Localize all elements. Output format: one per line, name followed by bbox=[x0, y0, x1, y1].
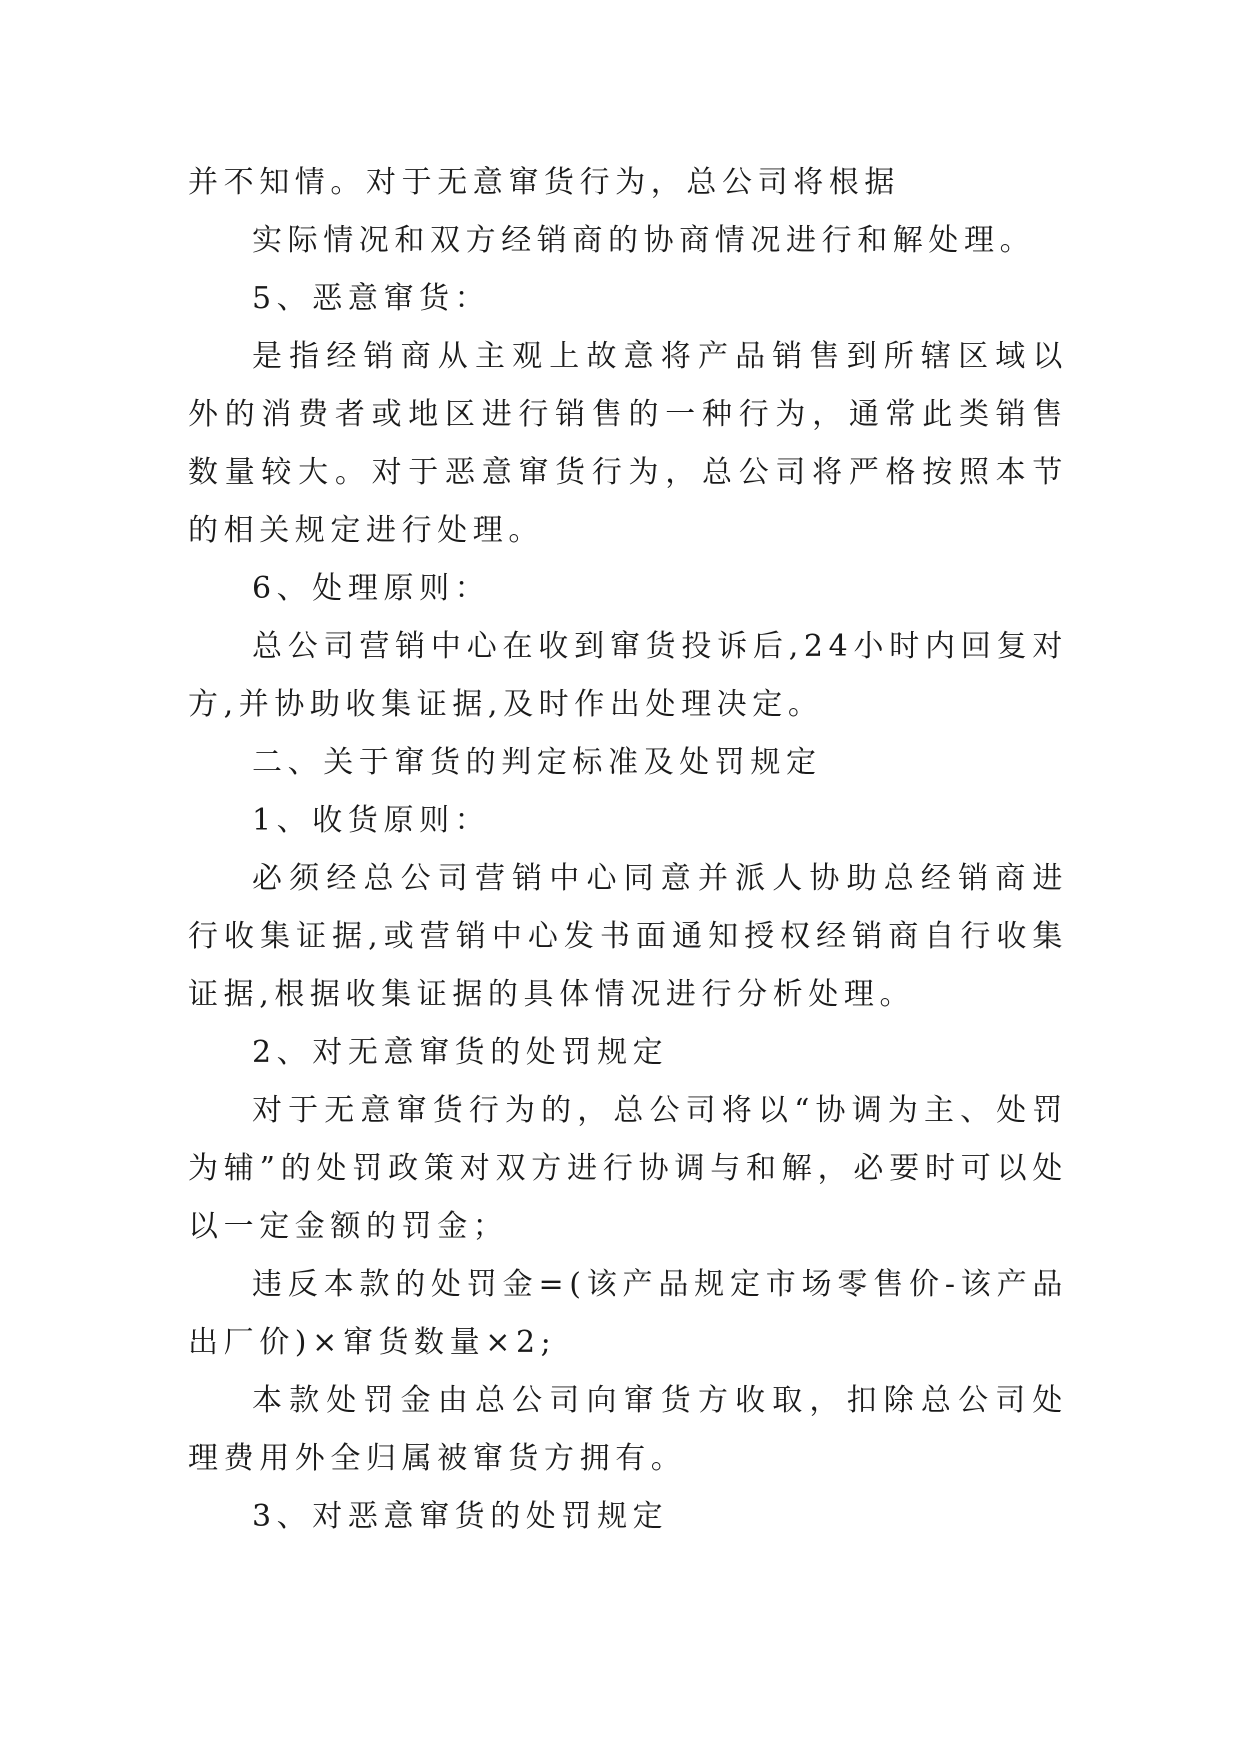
paragraph: 本款处罚金由总公司向窜货方收取，扣除总公司处理费用外全归属被窜货方拥有。 bbox=[188, 1383, 1068, 1476]
paragraph: 对于无意窜货行为的，总公司将以“协调为主、处罚为辅”的处罚政策对双方进行协调与和解，必要时可以处以一定金额的罚金； bbox=[188, 1093, 1068, 1244]
section-heading: 5、恶意窜货： bbox=[252, 281, 491, 316]
section-heading: 2、对无意窜货的处罚规定 bbox=[252, 1035, 669, 1070]
section-heading: 6、处理原则： bbox=[252, 571, 491, 606]
paragraph: 总公司营销中心在收到窜货投诉后,24小时内回复对方,并协助收集证据,及时作出处理决定。 bbox=[188, 629, 1068, 722]
paragraph: 并不知情。对于无意窜货行为，总公司将根据 bbox=[188, 165, 900, 200]
section-heading: 3、对恶意窜货的处罚规定 bbox=[252, 1499, 669, 1534]
formula-paragraph: 违反本款的处罚金=(该产品规定市场零售价-该产品出厂价)×窜货数量×2; bbox=[188, 1267, 1068, 1360]
paragraph: 必须经总公司营销中心同意并派人协助总经销商进行收集证据,或营销中心发书面通知授权经销商自行收集证据,根据收集证据的具体情况进行分析处理。 bbox=[188, 861, 1068, 1012]
document-body bbox=[188, 154, 1068, 1546]
paragraph: 是指经销商从主观上故意将产品销售到所辖区域以外的消费者或地区进行销售的一种行为，通常此类销售数量较大。对于恶意窜货行为，总公司将严格按照本节的相关规定进行处理。 bbox=[188, 339, 1068, 548]
paragraph: 实际情况和双方经销商的协商情况进行和解处理。 bbox=[252, 223, 1036, 258]
chapter-heading: 二、关于窜货的判定标准及处罚规定 bbox=[252, 745, 822, 780]
section-heading: 1、收货原则： bbox=[252, 803, 491, 838]
